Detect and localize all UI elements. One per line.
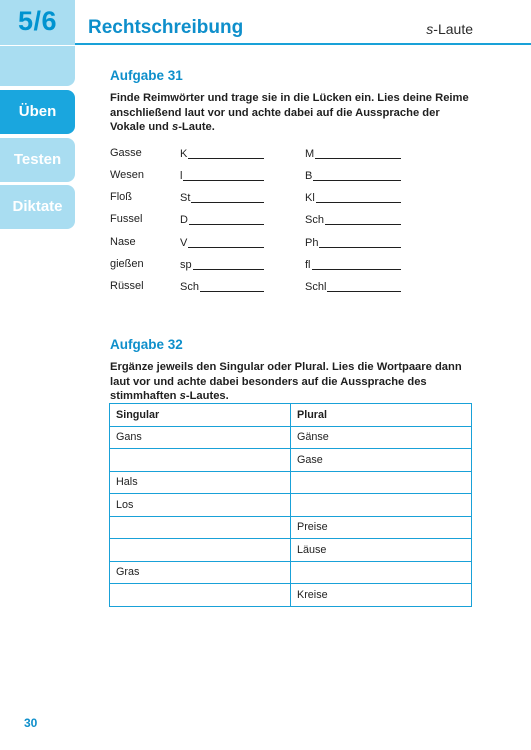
task32-instruction-end: -Lautes. xyxy=(185,390,229,402)
gap-line xyxy=(183,180,264,181)
rhyme-gap-2[interactable] xyxy=(305,213,401,227)
gap-line xyxy=(193,269,264,270)
singular-plural-table xyxy=(109,403,472,607)
topic-rest: -Laute xyxy=(433,21,473,37)
tab-ueben[interactable]: Üben xyxy=(0,90,75,134)
singular-cell[interactable]: Gras xyxy=(110,561,291,584)
singular-cell[interactable] xyxy=(110,539,291,562)
gap-prefix: Sch xyxy=(180,281,199,293)
table-header-row xyxy=(110,404,472,427)
plural-cell[interactable] xyxy=(291,471,472,494)
singular-cell[interactable]: Gans xyxy=(110,426,291,449)
gap-line xyxy=(313,180,401,181)
gap-prefix: fl xyxy=(305,259,311,271)
rhyme-gap-1[interactable] xyxy=(180,213,264,227)
table-row xyxy=(110,426,472,449)
plural-cell[interactable] xyxy=(291,561,472,584)
gap-line xyxy=(189,224,264,225)
table-row xyxy=(110,494,472,517)
plural-cell[interactable]: Kreise xyxy=(291,584,472,607)
gap-prefix: K xyxy=(180,148,188,160)
plural-cell[interactable]: Gänse xyxy=(291,426,472,449)
task31-heading: Aufgabe 31 xyxy=(110,68,183,83)
rhyme-gap-2[interactable] xyxy=(305,258,401,272)
gap-line xyxy=(327,291,401,292)
gap-line xyxy=(312,269,402,270)
gap-prefix: B xyxy=(305,170,313,182)
rhyme-gap-2[interactable] xyxy=(305,147,401,161)
plural-cell[interactable]: Preise xyxy=(291,516,472,539)
gap-prefix: sp xyxy=(180,259,192,271)
tab-blank xyxy=(0,46,75,86)
gap-prefix: St xyxy=(180,192,191,204)
rhyme-base-word: Rüssel xyxy=(110,280,144,292)
rhyme-gap-1[interactable] xyxy=(180,169,264,183)
gap-prefix: Schl xyxy=(305,281,327,293)
singular-cell[interactable]: Los xyxy=(110,494,291,517)
singular-cell[interactable] xyxy=(110,449,291,472)
tab-testen[interactable]: Testen xyxy=(0,138,75,182)
gap-prefix: M xyxy=(305,148,315,160)
gap-line xyxy=(188,247,264,248)
rhyme-gap-1[interactable] xyxy=(180,191,264,205)
task31-instruction-text: Finde Reimwörter und trage sie in die Lücken ein. Lies deine Reime anschließend laut vor und achte dabei auf die Aussprache der Vokale und xyxy=(110,92,469,133)
table-row xyxy=(110,584,472,607)
table-row xyxy=(110,516,472,539)
plural-cell[interactable]: Läuse xyxy=(291,539,472,562)
rhyme-gap-2[interactable] xyxy=(305,169,401,183)
table-row xyxy=(110,449,472,472)
task31-instruction xyxy=(110,91,470,135)
rhyme-gap-2[interactable] xyxy=(305,191,401,205)
table-row xyxy=(110,471,472,494)
rhyme-base-word: Wesen xyxy=(110,169,145,181)
rhyme-gap-2[interactable] xyxy=(305,236,401,250)
rhyme-base-word: Nase xyxy=(110,236,136,248)
topic-prefix: s xyxy=(426,21,434,37)
singular-cell[interactable]: Hals xyxy=(110,471,291,494)
table-row xyxy=(110,539,472,562)
rhyme-base-word: Floß xyxy=(110,191,132,203)
rhyme-gap-1[interactable] xyxy=(180,236,264,250)
rhyme-base-word: Fussel xyxy=(110,213,143,225)
singular-cell[interactable] xyxy=(110,584,291,607)
topic-label xyxy=(426,21,473,37)
rhyme-base-word: gießen xyxy=(110,258,144,270)
grade-label: 5/6 xyxy=(17,6,58,36)
rhyme-gap-1[interactable] xyxy=(180,258,264,272)
gap-line xyxy=(200,291,264,292)
plural-cell[interactable] xyxy=(291,494,472,517)
task31-instruction-end: -Laute. xyxy=(178,121,215,133)
gap-line xyxy=(315,158,401,159)
task31-instruction-s: s xyxy=(171,121,179,133)
gap-prefix: Sch xyxy=(305,214,324,226)
gap-line xyxy=(319,247,401,248)
gap-prefix: V xyxy=(180,237,188,249)
grade-box xyxy=(0,0,75,45)
task32-instruction-s: s xyxy=(179,390,186,402)
table-row xyxy=(110,561,472,584)
gap-line xyxy=(316,202,401,203)
gap-prefix: l xyxy=(180,170,183,182)
header-divider xyxy=(75,43,531,45)
gap-line xyxy=(188,158,264,159)
task32-heading: Aufgabe 32 xyxy=(110,337,183,352)
singular-cell[interactable] xyxy=(110,516,291,539)
gap-prefix: Ph xyxy=(305,237,319,249)
column-header-plural: Plural xyxy=(291,404,472,427)
tab-diktate[interactable]: Diktate xyxy=(0,185,75,229)
plural-cell[interactable]: Gase xyxy=(291,449,472,472)
rhyme-gap-1[interactable] xyxy=(180,147,264,161)
task32-instruction xyxy=(110,360,470,404)
gap-prefix: Kl xyxy=(305,192,315,204)
page-title: Rechtschreibung xyxy=(88,17,244,38)
gap-line xyxy=(191,202,264,203)
rhyme-gap-2[interactable] xyxy=(305,280,401,294)
gap-line xyxy=(325,224,401,225)
rhyme-gap-1[interactable] xyxy=(180,280,264,294)
gap-prefix: D xyxy=(180,214,188,226)
task32-instruction-text: Ergänze jeweils den Singular oder Plural. Lies die Wortpaare dann laut vor und achte dabei besonders auf die Aussprache des stimmhaften xyxy=(110,361,462,402)
page-number: 30 xyxy=(24,716,38,730)
column-header-singular: Singular xyxy=(110,404,291,427)
rhyme-base-word: Gasse xyxy=(110,147,142,159)
